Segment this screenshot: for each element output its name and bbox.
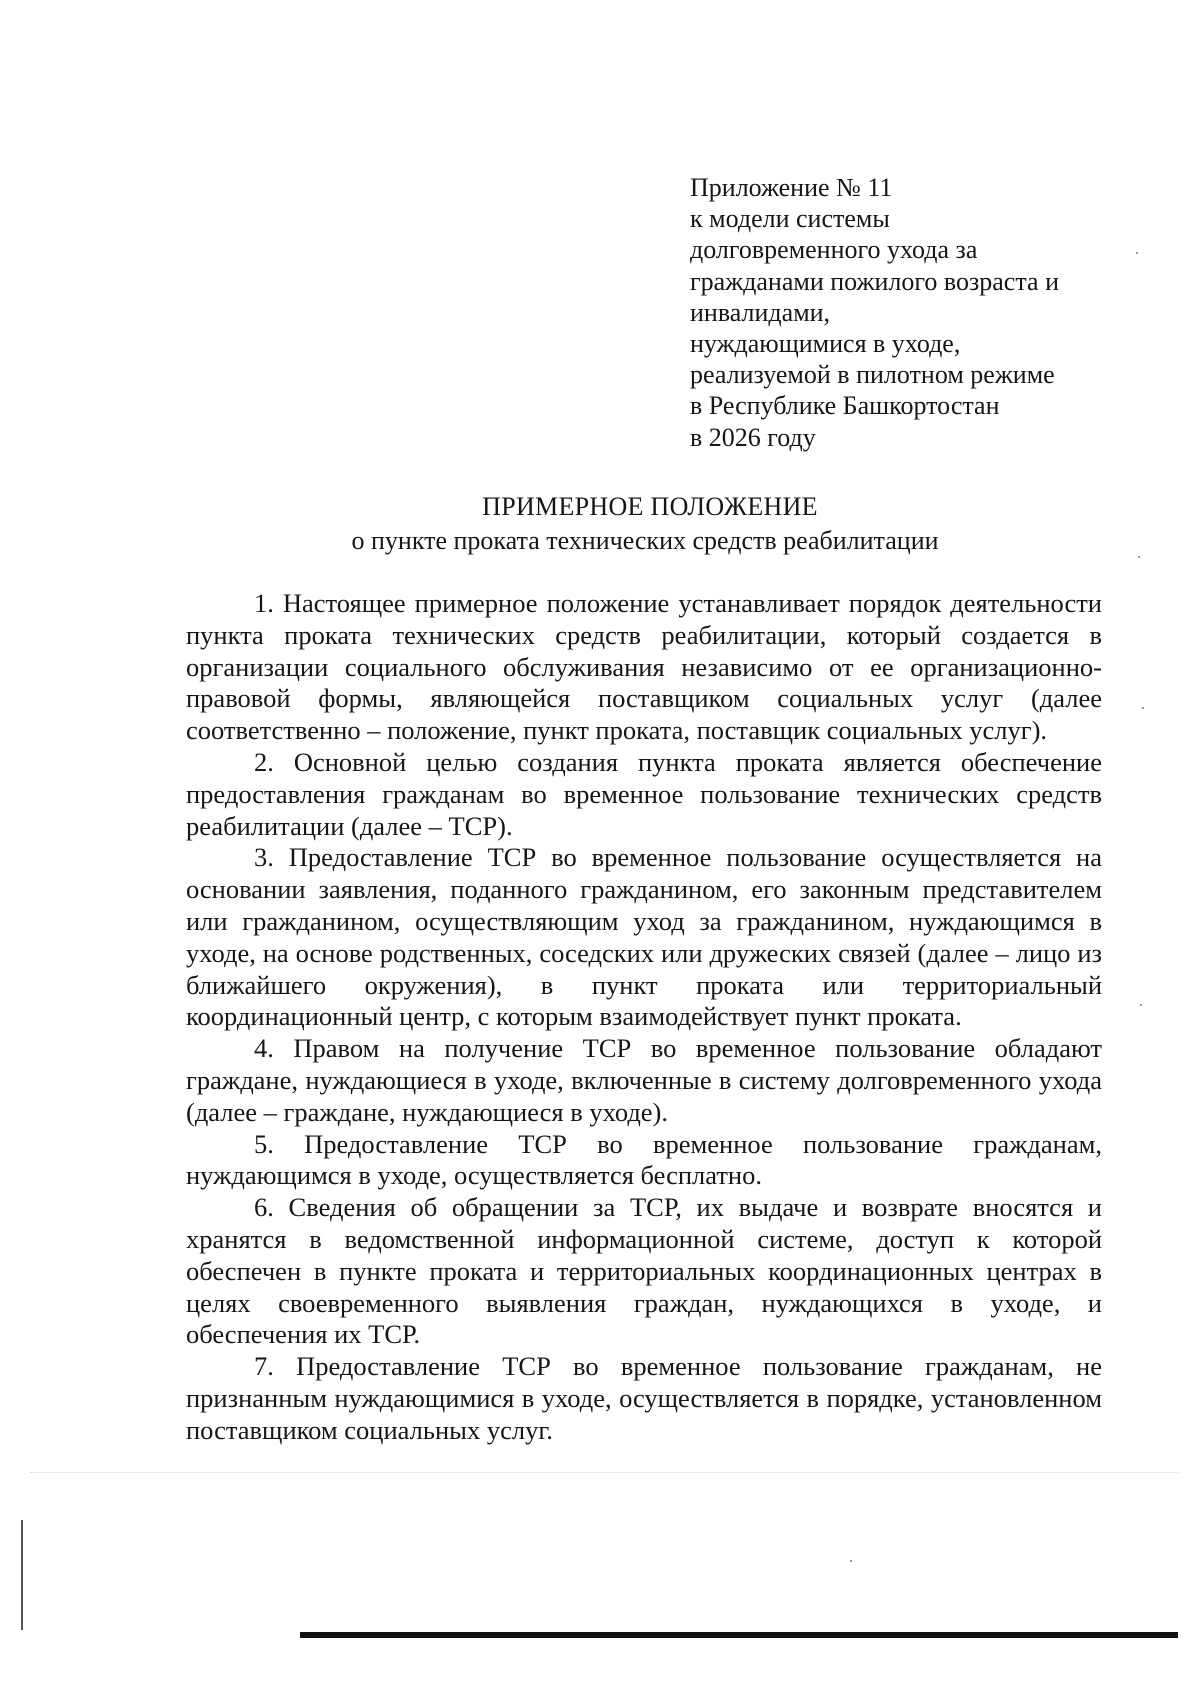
scan-speck: [1138, 556, 1140, 558]
appendix-line: в 2026 году: [690, 422, 816, 452]
appendix-line: Приложение № 11: [690, 173, 893, 202]
appendix-line: к модели системы: [690, 204, 890, 234]
appendix-line: нуждающимися в уходе,: [690, 329, 961, 359]
paragraph-3: 3. Предоставление ТСР во временное пользование осуществляется на основании заявления, поданного гражданином, его законным представителем или гражданином, осуществляющим уход за гражданином, нуждающимся в уходе, на основе родственных, соседских или дружеских связей (далее – лицо из ближайшего окружения), в пункт проката или территориальный координационный центр, с которым взаимодействует пункт проката.: [186, 842, 1102, 1032]
document-title: ПРИМЕРНОЕ ПОЛОЖЕНИЕ: [482, 492, 818, 521]
scan-speck: [1142, 707, 1144, 709]
paragraph-4: 4. Правом на получение ТСР во временное пользование обладают граждане, нуждающиеся в уходе, включенные в систему долговременного ухода (далее – граждане, нуждающиеся в уходе).: [186, 1033, 1102, 1127]
document-body: [186, 588, 1102, 1447]
scan-speck: [1140, 1004, 1142, 1006]
appendix-line: гражданами пожилого возраста и: [690, 266, 1059, 296]
appendix-line: инвалидами,: [690, 297, 831, 327]
paragraph-5: 5. Предоставление ТСР во временное пользование гражданам, нуждающимся в уходе, осуществляется бесплатно.: [186, 1128, 1102, 1191]
scan-artifact-line: [30, 1472, 1180, 1473]
paragraph-7: 7. Предоставление ТСР во временное пользование гражданам, не признанным нуждающимися в уходе, осуществляется в порядке, установленном поставщиком социальных услуг.: [186, 1351, 1102, 1445]
paragraph-1: 1. Настоящее примерное положение устанавливает порядок деятельности пункта проката технических средств реабилитации, который создается в организации социального обслуживания независимо от ее организационно-правовой формы, являющейся поставщиком социальных услуг (далее соответственно – положение, пункт проката, поставщик социальных услуг).: [186, 588, 1102, 746]
scan-speck: [850, 1560, 852, 1562]
appendix-line: в Республике Башкортостан: [690, 391, 1000, 421]
document-subtitle: о пункте проката технических средств реабилитации: [351, 526, 939, 555]
appendix-line: долговременного ухода за: [690, 235, 978, 265]
paragraph-2: 2. Основной целью создания пункта проката является обеспечение предоставления гражданам во временное пользование технических средств реабилитации (далее – ТСР).: [186, 746, 1102, 841]
appendix-header: [690, 172, 1170, 453]
paragraph-6: 6. Сведения об обращении за ТСР, их выдаче и возврате вносятся и хранятся в ведомственной информационной системе, доступ к которой обеспечен в пункте проката и территориальных координационных центрах в целях своевременного выявления граждан, нуждающихся в уходе, и обеспечения их ТСР.: [186, 1192, 1102, 1350]
bottom-rule: [300, 1632, 1178, 1638]
scan-edge-mark: [21, 1520, 23, 1630]
appendix-line: реализуемой в пилотном режиме: [690, 360, 1055, 390]
scan-speck: [1136, 252, 1138, 254]
